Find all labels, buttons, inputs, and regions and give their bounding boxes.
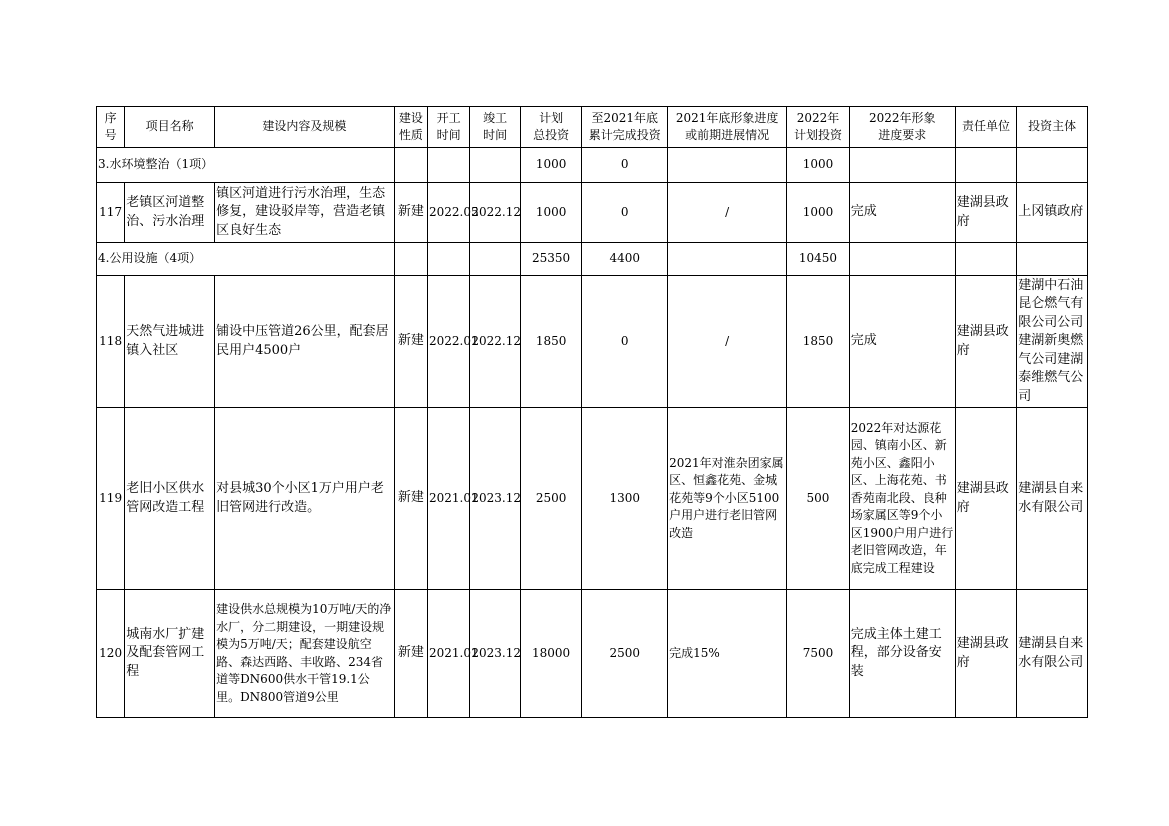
row-name: 老旧小区供水管网改造工程: [125, 408, 215, 590]
investment-table: [96, 106, 1088, 718]
row-nature: 新建: [394, 408, 427, 590]
col-header-progress2021: 2021年底形象进度 或前期进展情况: [668, 107, 787, 148]
section-title: 4.公用设施（4项）: [97, 243, 395, 276]
row-name: 天然气进城进镇入社区: [125, 276, 215, 408]
section-row: [97, 243, 1088, 276]
row-plan2022: 7500: [787, 590, 850, 718]
section-total: 25350: [520, 243, 582, 276]
row-plan2022: 1000: [787, 183, 850, 243]
row-req2022: 完成: [849, 276, 955, 408]
section-total: 1000: [520, 148, 582, 183]
table-row: [97, 408, 1088, 590]
section-completed: 0: [582, 148, 668, 183]
row-content: 铺设中压管道26公里，配套居民用户4500户: [215, 276, 395, 408]
col-header-nature: 建设 性质: [394, 107, 427, 148]
row-completed: 1300: [582, 408, 668, 590]
section-row: [97, 148, 1088, 183]
row-unit: 建湖县政府: [955, 408, 1017, 590]
row-start: 2022.05: [427, 183, 469, 243]
row-total: 1850: [520, 276, 582, 408]
row-investor: 建湖县自来水有限公司: [1017, 408, 1088, 590]
row-unit: 建湖县政府: [955, 183, 1017, 243]
row-investor: 建湖县自来水有限公司: [1017, 590, 1088, 718]
row-end: 2023.12: [470, 590, 520, 718]
col-header-plan2022: 2022年 计划投资: [787, 107, 850, 148]
table-row: [97, 276, 1088, 408]
row-nature: 新建: [394, 183, 427, 243]
row-investor: 建湖中石油昆仑燃气有限公司公司建湖新奥燃气公司建湖泰维燃气公司: [1017, 276, 1088, 408]
row-progress2021: 2021年对淮杂团家属区、恒鑫花苑、金城花苑等9个小区5100户用户进行老旧管网改造: [668, 408, 787, 590]
section-plan2022: 10450: [787, 243, 850, 276]
row-req2022: 完成: [849, 183, 955, 243]
row-end: 2022.12: [470, 276, 520, 408]
col-header-req2022: 2022年形象 进度要求: [849, 107, 955, 148]
row-no: 120: [97, 590, 125, 718]
row-total: 1000: [520, 183, 582, 243]
col-header-total: 计划 总投资: [520, 107, 582, 148]
row-unit: 建湖县政府: [955, 276, 1017, 408]
row-progress2021: 完成15%: [668, 590, 787, 718]
col-header-name: 项目名称: [125, 107, 215, 148]
row-plan2022: 1850: [787, 276, 850, 408]
row-total: 18000: [520, 590, 582, 718]
col-header-no: 序 号: [97, 107, 125, 148]
row-name: 城南水厂扩建及配套管网工程: [125, 590, 215, 718]
section-title: 3.水环境整治（1项）: [97, 148, 395, 183]
row-req2022: 2022年对达源花园、镇南小区、新苑小区、鑫阳小区、上海花苑、书香苑南北段、良种场家属区等9个小区1900户用户进行老旧管网改造，年底完成工程建设: [849, 408, 955, 590]
row-no: 118: [97, 276, 125, 408]
row-completed: 0: [582, 276, 668, 408]
row-no: 119: [97, 408, 125, 590]
row-content: 建设供水总规模为10万吨/天的净水厂，分二期建设，一期建设规模为5万吨/天；配套建设航空路、森达西路、丰收路、234省道等DN600供水干管19.1公里。DN800管道9公里: [215, 590, 395, 718]
row-end: 2022.12: [470, 183, 520, 243]
row-end: 2023.12: [470, 408, 520, 590]
col-header-completed: 至2021年底 累计完成投资: [582, 107, 668, 148]
col-header-content: 建设内容及规模: [215, 107, 395, 148]
row-name: 老镇区河道整治、污水治理: [125, 183, 215, 243]
section-plan2022: 1000: [787, 148, 850, 183]
row-content: 镇区河道进行污水治理，生态修复，建设驳岸等，营造老镇区良好生态: [215, 183, 395, 243]
row-plan2022: 500: [787, 408, 850, 590]
col-header-investor: 投资主体: [1017, 107, 1088, 148]
row-start: 2021.01: [427, 408, 469, 590]
row-progress2021: /: [668, 183, 787, 243]
row-no: 117: [97, 183, 125, 243]
row-start: 2021.01: [427, 590, 469, 718]
table-row: [97, 590, 1088, 718]
row-investor: 上冈镇政府: [1017, 183, 1088, 243]
row-completed: 0: [582, 183, 668, 243]
table-row: [97, 183, 1088, 243]
row-unit: 建湖县政府: [955, 590, 1017, 718]
row-progress2021: /: [668, 276, 787, 408]
section-completed: 4400: [582, 243, 668, 276]
row-start: 2022.01: [427, 276, 469, 408]
row-nature: 新建: [394, 590, 427, 718]
row-total: 2500: [520, 408, 582, 590]
row-req2022: 完成主体土建工程，部分设备安装: [849, 590, 955, 718]
col-header-end: 竣工 时间: [470, 107, 520, 148]
row-content: 对县城30个小区1万户用户老旧管网进行改造。: [215, 408, 395, 590]
col-header-unit: 责任单位: [955, 107, 1017, 148]
row-completed: 2500: [582, 590, 668, 718]
header-row: [97, 107, 1088, 148]
col-header-start: 开工 时间: [427, 107, 469, 148]
row-nature: 新建: [394, 276, 427, 408]
